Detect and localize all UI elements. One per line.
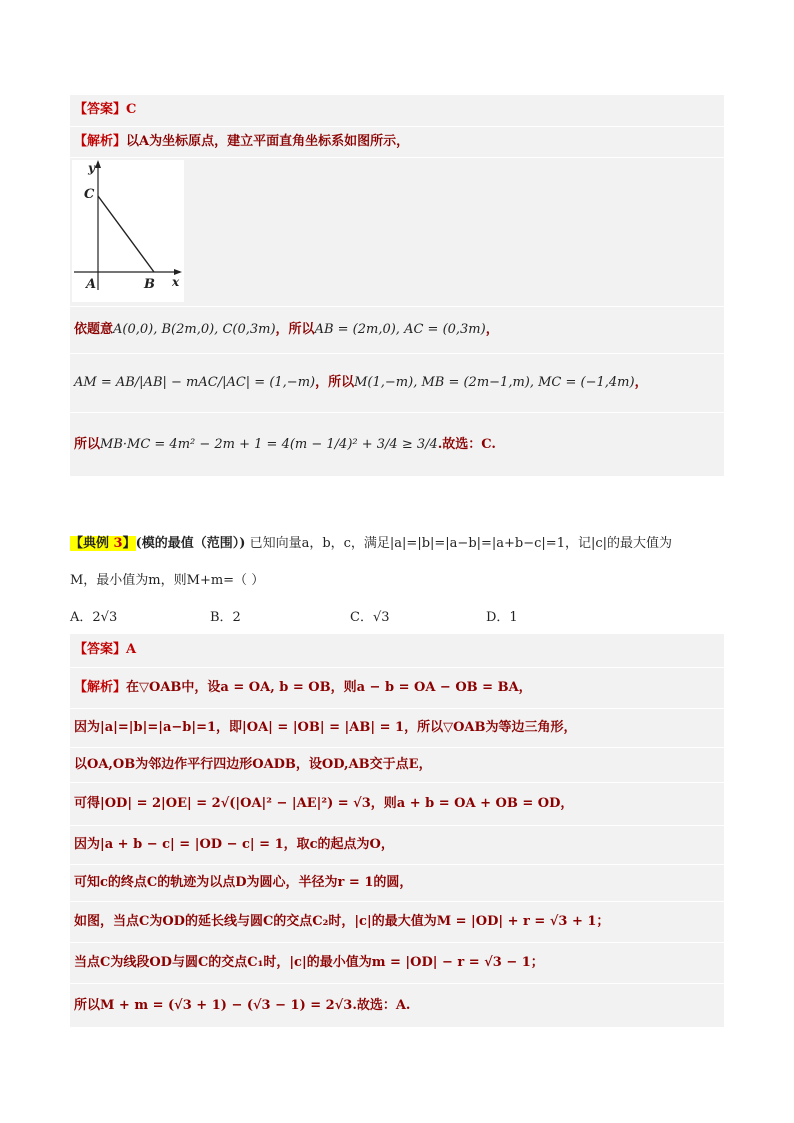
analysis-intro-line	[70, 126, 724, 157]
analysis2-line-5	[70, 825, 724, 864]
line1-prefix: 依题意	[74, 322, 114, 337]
line1-end: ，	[485, 322, 499, 337]
x-axis-label: x	[172, 275, 180, 289]
analysis2-line-3	[70, 747, 724, 782]
analysis2-text-2: 因为|a|=|b|=|a−b|=1，即|OA| = |OB| = |AB| = 1，所以▽OAB为等边三角形，	[74, 720, 577, 735]
analysis2-text-6: 可知c的终点C的轨迹为以点D为圆心，半径为r = 1的圆，	[74, 875, 413, 890]
point-a-label: A	[86, 277, 97, 292]
analysis2-line-2	[70, 708, 724, 747]
analysis-tag: 【解析】	[74, 680, 127, 695]
line3-dot-product: MB·MC = 4m² − 2m + 1 = 4(m − 1/4)² + 3/4 ≥ 3/4	[100, 437, 438, 452]
line2-vectors: M(1,−m), MB = (2m−1,m), MC = (−1,4m)	[354, 375, 635, 390]
analysis2-line-6	[70, 864, 724, 901]
example-number: 3	[113, 536, 123, 551]
analysis-line-1	[70, 306, 724, 353]
answer-line	[70, 95, 724, 125]
analysis2-line-4	[70, 782, 724, 825]
analysis2-line-8	[70, 942, 724, 983]
analysis2-text-8: 当点C为线段OD与圆C的交点C₁时，|c|的最小值为m = |OD| − r = √3 − 1；	[74, 955, 544, 970]
analysis2-text-9: 所以M + m = (√3 + 1) − (√3 − 1) = 2√3.故选：A.	[74, 998, 411, 1013]
example-label: 【典例 3】	[70, 536, 136, 551]
analysis2-line-7	[70, 901, 724, 942]
line3-prefix: 所以	[74, 437, 101, 452]
line2-am: AM = AB/|AB| − mAC/|AC| = (1,−m)	[74, 375, 316, 390]
figure-area	[70, 157, 724, 306]
line1-points: A(0,0), B(2m,0), C(0,3m)	[113, 322, 276, 337]
analysis2-line-1	[70, 667, 724, 708]
answer-block-2	[70, 634, 724, 1027]
analysis2-text-5: 因为|a + b − c| = |OD − c| = 1，取c的起点为O，	[74, 837, 394, 852]
option-a[interactable]: A．2√3	[70, 610, 118, 625]
line3-end: .故选：C.	[437, 437, 496, 452]
example-options	[70, 606, 730, 624]
line2-end: ，	[634, 375, 648, 390]
option-c[interactable]: C．√3	[350, 610, 390, 625]
analysis2-line-9	[70, 983, 724, 1028]
example-question-line-1	[70, 532, 730, 551]
answer-tag: 【答案】	[74, 642, 127, 657]
answer-value: A	[126, 642, 137, 657]
point-c-label: C	[84, 187, 95, 202]
line1-vectors: AB = (2m,0), AC = (0,3m)	[314, 322, 486, 337]
analysis2-text-3: 以OA,OB为邻边作平行四边形OADB，设OD,AB交于点E，	[74, 757, 432, 772]
analysis2-text-4: 可得|OD| = 2|OE| = 2√(|OA|² − |AE|²) = √3，则a + b = OA + OB = OD，	[74, 796, 574, 811]
analysis2-text-1: 在▽OAB中，设a = OA, b = OB，则a − b = OA − OB = BA，	[126, 680, 532, 695]
analysis-intro: 以A为坐标原点，建立平面直角坐标系如图所示，	[126, 134, 410, 149]
analysis-line-2	[70, 353, 724, 412]
answer-tag: 【答案】	[74, 102, 127, 117]
option-d[interactable]: D．1	[486, 610, 518, 625]
answer-block-1	[70, 95, 724, 476]
example-topic: (模的最值（范围）)	[135, 536, 246, 551]
coordinate-figure	[72, 160, 184, 302]
point-b-label: B	[144, 277, 155, 292]
example-text: 已知向量a，b，c，满足|a|=|b|=|a−b|=|a+b−c|=1，记|c|的最大值为	[249, 536, 673, 551]
example-question-line-2	[70, 569, 730, 588]
line2-mid: ，所以	[315, 375, 355, 390]
answer-line	[70, 634, 724, 666]
analysis2-text-7: 如图，当点C为OD的延长线与圆C的交点C₂时，|c|的最大值为M = |OD| + r = √3 + 1；	[74, 914, 610, 929]
y-axis-label: y	[88, 161, 95, 175]
line1-mid: ，所以	[275, 322, 315, 337]
option-b[interactable]: B．2	[210, 610, 241, 625]
analysis-tag: 【解析】	[74, 134, 127, 149]
answer-value: C	[126, 102, 137, 117]
analysis-line-3	[70, 412, 724, 477]
example-text-2: M，最小值为m，则M+m=（ ）	[70, 573, 265, 588]
